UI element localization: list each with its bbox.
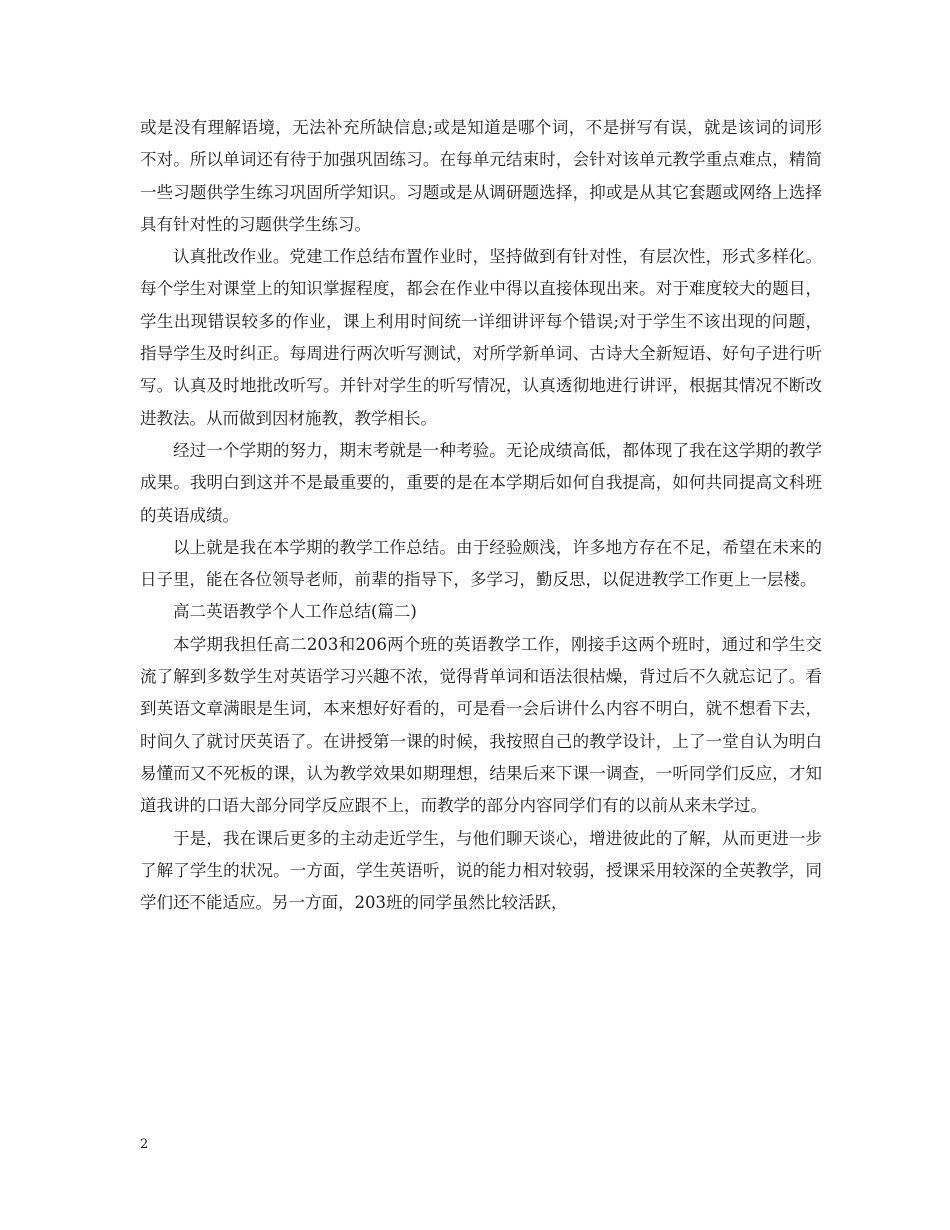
paragraph-4: 以上就是我在本学期的教学工作总结。由于经验颇浅，许多地方存在不足，希望在未来的日子里，能在各位领导老师，前辈的指导下，多学习，勤反思，以促进教学工作更上一层楼。 [140, 537, 822, 590]
paragraph-5: 本学期我担任高二203和206两个班的英语教学工作，刚接手这两个班时，通过和学生交流了解到多数学生对英语学习兴趣不浓，觉得背单词和语法很枯燥，背过后不久就忘记了。看到英语文章满眼是生词，本来想好好看的，可是看一会后讲什么内容不明白，就不想看下去，时间久了就讨厌英语了。在讲授第一课的时候，我按照自己的教学设计，上了一堂自认为明白易懂而又不死板的课，认为教学效果如期理想，结果后来下课一调查，一听同学们反应，才知道我讲的口语大部分同学反应跟不上，而教学的部分内容同学们有的以前从来未学过。 [140, 634, 822, 816]
paragraph-3: 经过一个学期的努力，期末考就是一种考验。无论成绩高低，都体现了我在这学期的教学成果。我明白到这并不是最重要的，重要的是在本学期后如何自我提高，如何共同提高文科班的英语成绩。 [140, 440, 822, 525]
page-number: 2 [140, 1137, 149, 1152]
document-body [140, 112, 822, 919]
section-heading: 高二英语教学个人工作总结(篇二) [173, 602, 417, 622]
paragraph-1: 或是没有理解语境，无法补充所缺信息;或是知道是哪个词，不是拼写有误，就是该词的词形不对。所以单词还有待于加强巩固练习。在每单元结束时，会针对该单元教学重点难点，精简一些习题供学生练习巩固所学知识。习题或是从调研题选择，抑或是从其它套题或网络上选择具有针对性的习题供学生练习。 [140, 118, 822, 234]
paragraph-2: 认真批改作业。党建工作总结布置作业时，坚持做到有针对性，有层次性，形式多样化。每个学生对课堂上的知识掌握程度，都会在作业中得以直接体现出来。对于难度较大的题目，学生出现错误较多的作业，课上利用时间统一详细讲评每个错误;对于学生不该出现的问题，指导学生及时纠正。每周进行两次听写测试，对所学新单词、古诗大全新短语、好句子进行听写。认真及时地批改听写。并针对学生的听写情况，认真透彻地进行讲评，根据其情况不断改进教法。从而做到因材施教，教学相长。 [140, 247, 822, 428]
paragraph-6: 于是，我在课后更多的主动走近学生，与他们聊天谈心，增进彼此的了解，从而更进一步了解了学生的状况。一方面，学生英语听，说的能力相对较弱，授课采用较深的全英教学，同学们还不能适应。另一方面，203班的同学虽然比较活跃， [140, 828, 822, 913]
